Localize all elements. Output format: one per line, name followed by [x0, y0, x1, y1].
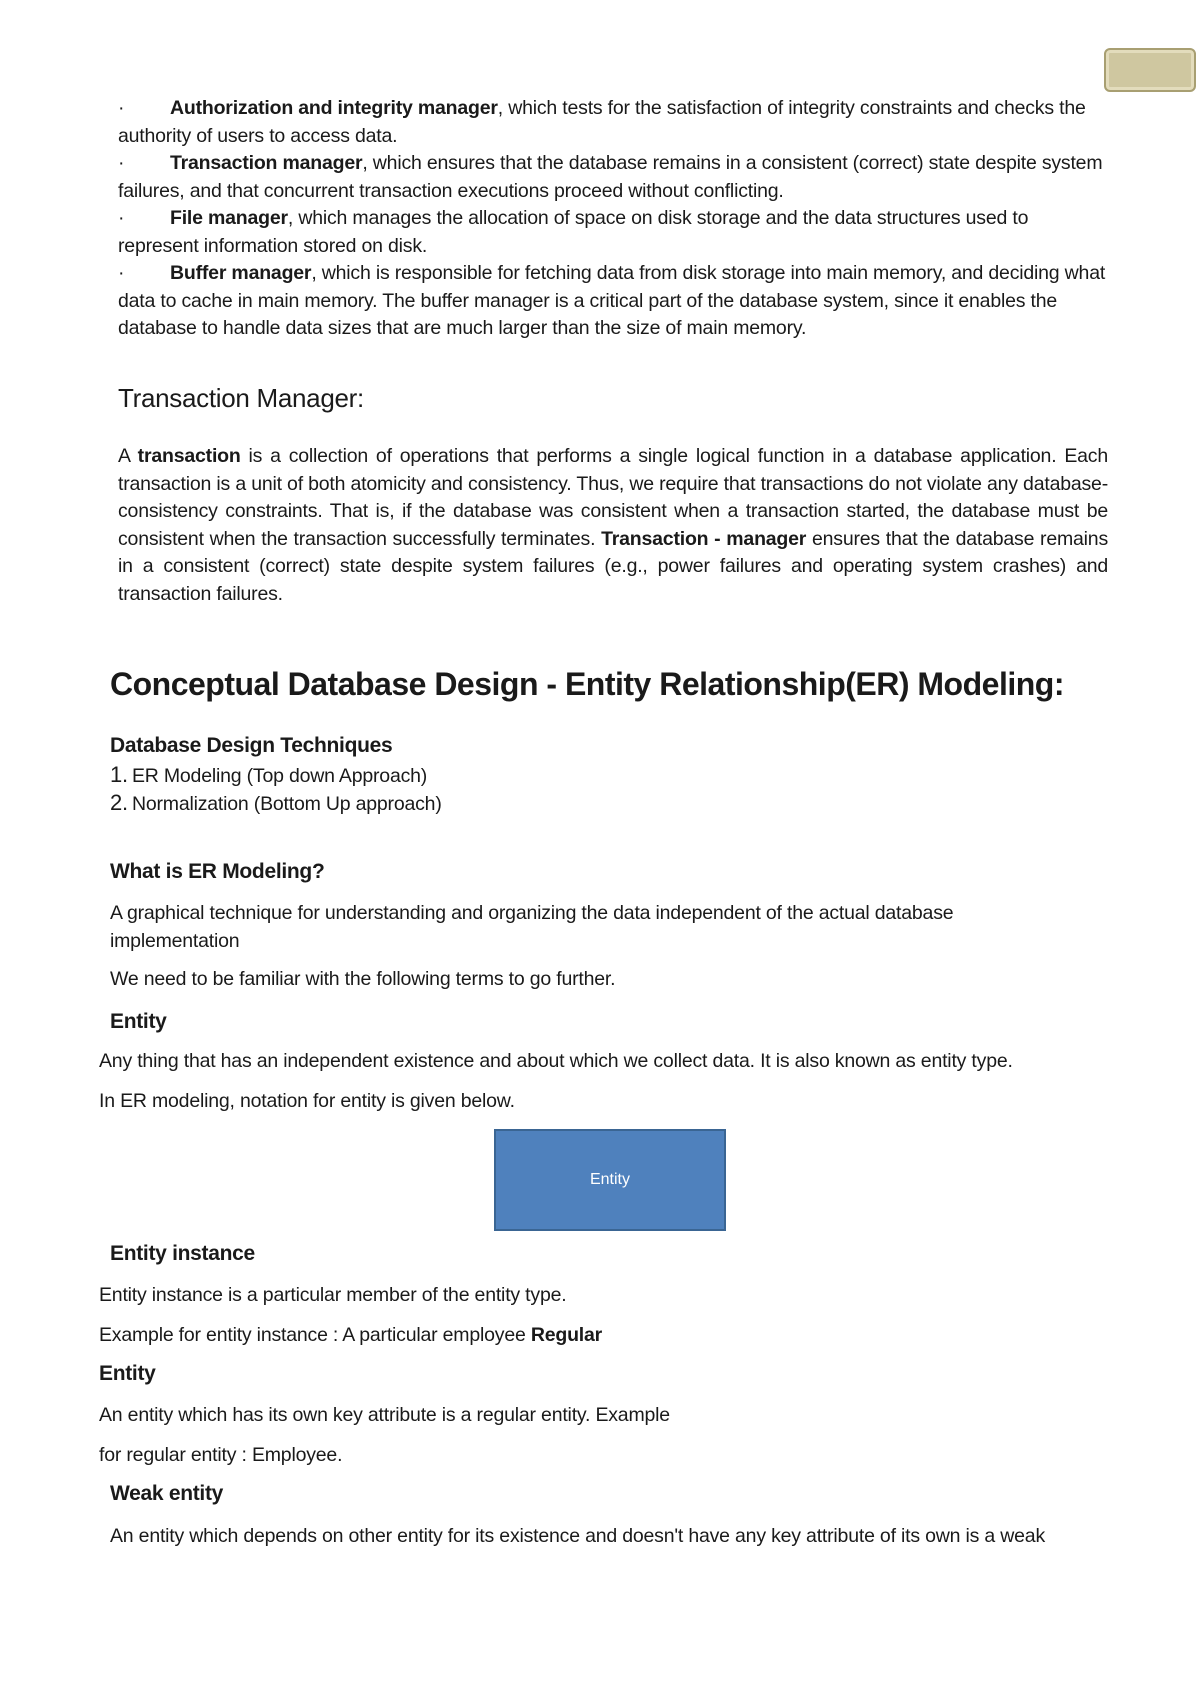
transaction-paragraph [118, 443, 1108, 608]
manager-bullet-list [118, 95, 1108, 343]
bullet-text: , which manages the allocation of space on disk storage and the data structures used to represent information stored on disk. [118, 207, 1029, 257]
bullet-symbol: · [118, 207, 125, 229]
bullet-term: Buffer manager [170, 262, 312, 284]
regular-entity-heading-part: Regular [530, 1324, 603, 1346]
bullet-term: Transaction manager [170, 152, 363, 174]
bullet-symbol: · [118, 152, 125, 174]
regular-entity-example: for regular entity : Employee. [99, 1444, 343, 1466]
bullet-item [118, 95, 1108, 150]
entity-notation-box [494, 1129, 726, 1231]
entity-heading: Entity [110, 1010, 167, 1033]
page-corner-tab [1104, 48, 1196, 92]
entity-instance-example [99, 1324, 602, 1347]
entity-definition: Any thing that has an independent existence and about which we collect data. It is also known as entity type. [99, 1050, 1013, 1072]
bullet-item [118, 205, 1108, 260]
what-is-er-heading: What is ER Modeling? [110, 860, 325, 883]
bold-term: Transaction - manager [601, 527, 807, 550]
technique-text: Normalization (Bottom Up approach) [131, 793, 442, 815]
bullet-text: , which is responsible for fetching data from disk storage into main memory, and deciding what data to cache in main memory. The buffer manager is a critical part of the database system, since it enables the database to handle data sizes that are much larger than the size of main memory. [118, 262, 1106, 339]
bullet-item [118, 150, 1108, 205]
entity-instance-heading: Entity instance [110, 1242, 255, 1265]
techniques-heading: Database Design Techniques [110, 734, 393, 757]
bullet-term: File manager [170, 207, 288, 229]
bold-term: transaction [137, 445, 241, 467]
bullet-symbol: · [118, 262, 125, 284]
technique-item [110, 790, 442, 816]
weak-entity-definition: An entity which depends on other entity for its existence and doesn't have any key attribute of its own is a weak [110, 1525, 1046, 1547]
entity-box-label: Entity [589, 1171, 630, 1188]
bullet-symbol: · [118, 97, 125, 119]
bullet-text: , which tests for the satisfaction of integrity constraints and checks the authority of users to access data. [118, 97, 1086, 147]
text-run: ensures that the database remains in a consistent (correct) state despite system failures (e.g., power failures and operating system crashes) and transaction failures. [118, 527, 1108, 605]
list-number: 1. [110, 762, 128, 787]
list-number: 2. [110, 790, 128, 815]
weak-entity-heading: Weak entity [110, 1482, 224, 1505]
regular-entity-heading: Entity [99, 1362, 156, 1385]
entity-notation-text: In ER modeling, notation for entity is given below. [99, 1090, 515, 1112]
bullet-text: , which ensures that the database remains in a consistent (correct) state despite system failures, and that concurrent transaction executions proceed without conflicting. [118, 152, 1103, 202]
bullet-item [118, 260, 1108, 343]
entity-instance-definition: Entity instance is a particular member of the entity type. [99, 1284, 567, 1306]
technique-item [110, 762, 427, 788]
text-run: Example for entity instance : A particular employee [99, 1324, 531, 1346]
transaction-manager-heading: Transaction Manager: [118, 383, 364, 413]
technique-text: ER Modeling (Top down Approach) [131, 765, 428, 787]
text-run: A [118, 445, 138, 467]
er-modeling-heading: Conceptual Database Design - Entity Relationship(ER) Modeling: [110, 666, 1064, 702]
text-run: is a collection of operations that performs a single logical function in a database application. Each transaction is a unit of both atomicity and consistency. Thus, we require that transactions do not violate any database-consistency constraints. That is, if the database was consistent when a transaction started, the database must be consistent when the transaction successfully terminates. [118, 445, 1108, 550]
what-is-er-text: A graphical technique for understanding and organizing the data independent of the actual database implementation [110, 902, 954, 952]
familiar-text: We need to be familiar with the following terms to go further. [110, 968, 616, 990]
regular-entity-definition: An entity which has its own key attribute is a regular entity. Example [99, 1404, 670, 1426]
bullet-term: Authorization and integrity manager [170, 97, 498, 119]
